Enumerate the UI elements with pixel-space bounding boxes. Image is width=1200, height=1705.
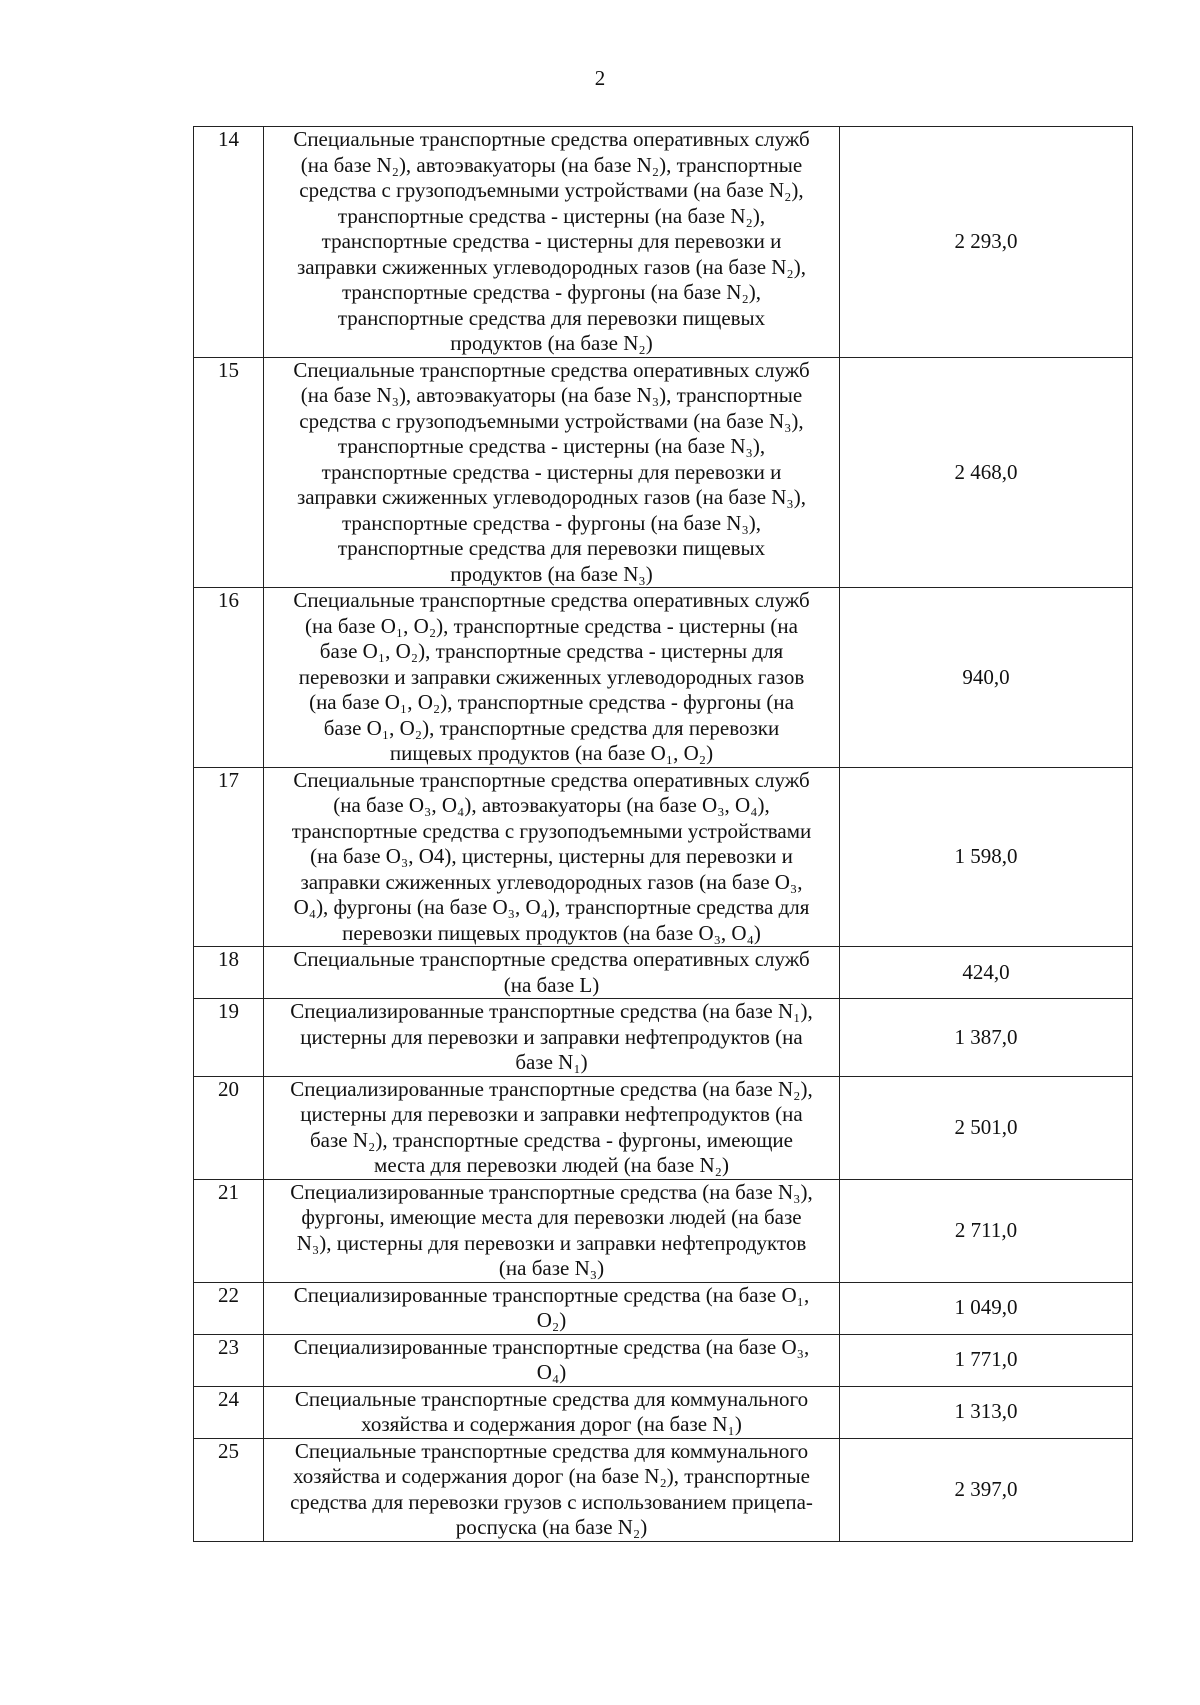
description-line: цистерны для перевозки и заправки нефтепродуктов (на [300,1024,803,1049]
rate-value: 1 387,0 [840,999,1133,1077]
page-number: 2 [594,66,606,90]
row-number: 25 [194,1438,264,1541]
description-line: заправки сжиженных углеводородных газов (на базе N₃), [296,485,806,509]
vehicle-description [264,1334,840,1386]
description-line: Специализированные транспортные средства (на базе N₃), [290,1179,813,1204]
row-number: 17 [194,767,264,947]
vehicle-description [264,1076,840,1179]
description-line: Специализированные транспортные средства (на базе O₁, [293,1282,810,1307]
description-line: продуктов (на базе N₃) [450,561,653,586]
description-line: продуктов (на базе N₂) [450,331,653,355]
description-line: транспортные средства с грузоподъемными устройствами [291,818,812,843]
table-row [194,1334,1133,1386]
description-line: Специализированные транспортные средства (на базе N₂), [290,1076,813,1101]
description-line: транспортные средства - фургоны (на базе N₃), [341,510,762,535]
row-number: 16 [194,588,264,768]
description-line: (на базе O₃, O₄), автоэвакуаторы (на базе O₃, O₄), [333,793,770,817]
row-number: 15 [194,357,264,588]
row-number: 21 [194,1179,264,1282]
vehicle-description [264,1179,840,1282]
vehicle-description [264,588,840,768]
table-body [194,127,1133,1542]
description-line: O₄) [536,1360,567,1384]
description-line: O₂) [536,1308,567,1332]
row-number: 19 [194,999,264,1077]
description-line: Специальные транспортные средства оперативных служб [293,947,810,971]
description-line: N₃), цистерны для перевозки и заправки нефтепродуктов [296,1230,807,1255]
description-line: транспортные средства для перевозки пищевых [337,305,766,330]
description-line: Специализированные транспортные средства (на базе N₁), [290,999,813,1023]
description-line: транспортные средства для перевозки пищевых [337,536,766,560]
description-line: заправки сжиженных углеводородных газов (на базе N₂), [296,254,806,279]
vehicle-description [264,357,840,588]
description-line: средства для перевозки грузов с использованием прицепа- [290,1489,813,1514]
description-line: базе O₁, O₂), транспортные средства для перевозки [323,715,780,740]
description-line: средства с грузоподъемными устройствами (на базе N₂), [299,178,804,202]
description-line: Специализированные транспортные средства (на базе O₃, [293,1334,810,1359]
rate-value: 2 397,0 [840,1438,1133,1541]
rate-value: 1 313,0 [840,1386,1133,1438]
description-line: транспортные средства - цистерны для перевозки и [321,459,782,484]
description-line: цистерны для перевозки и заправки нефтепродуктов (на [300,1102,803,1126]
table-row [194,1438,1133,1541]
description-line: (на базе N₃), автоэвакуаторы (на базе N₃), транспортные [300,383,803,407]
row-number: 24 [194,1386,264,1438]
table-row [194,999,1133,1077]
description-line: роспуска (на базе N₂) [455,1515,648,1539]
description-line: транспортные средства - цистерны (на базе N₂), [337,203,766,228]
description-line: хозяйства и содержания дорог (на базе N₂), транспортные [293,1464,810,1488]
description-line: Специальные транспортные средства оперативных служб [293,767,810,792]
description-line: хозяйства и содержания дорог (на базе N₁) [361,1412,742,1436]
table-row [194,127,1133,358]
description-line: Специальные транспортные средства оперативных служб [293,588,810,612]
table-row [194,1076,1133,1179]
table-row [194,947,1133,999]
vehicle-description [264,1438,840,1541]
description-line: (на базе O₃, O4), цистерны, цистерны для перевозки и [310,844,793,868]
description-line: (на базе N₂), автоэвакуаторы (на базе N₂), транспортные [300,152,803,177]
description-line: перевозки и заправки сжиженных углеводородных газов [298,664,805,689]
rate-value: 2 293,0 [840,127,1133,358]
description-line: (на базе O₁, O₂), транспортные средства - фургоны (на [309,690,794,714]
rate-value: 2 468,0 [840,357,1133,588]
table-row [194,1282,1133,1334]
rate-value: 1 771,0 [840,1334,1133,1386]
description-line: пищевых продуктов (на базе O₁, O₂) [389,741,714,765]
description-line: Специальные транспортные средства оперативных служб [293,357,810,382]
rate-value: 2 711,0 [840,1179,1133,1282]
description-line: (на базе N₃) [498,1256,605,1280]
rate-value: 1 598,0 [840,767,1133,947]
row-number: 22 [194,1282,264,1334]
description-line: базе N₂), транспортные средства - фургоны, имеющие [309,1127,793,1152]
description-line: Специальные транспортные средства для коммунального [294,1438,809,1463]
description-line: (на базе L) [503,972,600,997]
rate-value: 2 501,0 [840,1076,1133,1179]
table-row [194,588,1133,768]
vehicle-description [264,767,840,947]
description-line: места для перевозки людей (на базе N₂) [374,1153,729,1177]
vehicle-category-table [193,126,1133,1542]
vehicle-description [264,1282,840,1334]
description-line: Специальные транспортные средства для коммунального [294,1386,809,1411]
description-line: средства с грузоподъемными устройствами (на базе N₃), [299,408,804,433]
description-line: транспортные средства - цистерны (на базе N₃), [337,434,766,458]
row-number: 20 [194,1076,264,1179]
table-row [194,767,1133,947]
vehicle-description [264,127,840,358]
rate-value: 1 049,0 [840,1282,1133,1334]
vehicle-description [264,947,840,999]
table-row [194,1179,1133,1282]
row-number: 18 [194,947,264,999]
vehicle-description [264,999,840,1077]
rate-value: 424,0 [840,947,1133,999]
rate-value: 940,0 [840,588,1133,768]
description-line: Специальные транспортные средства оперативных служб [293,127,810,151]
description-line: заправки сжиженных углеводородных газов (на базе O₃, [300,869,803,894]
description-line: (на базе O₁, O₂), транспортные средства - цистерны (на [305,613,798,638]
description-line: базе N₁) [515,1050,588,1074]
table-row [194,1386,1133,1438]
table-row [194,357,1133,588]
description-line: транспортные средства - фургоны (на базе N₂), [341,280,762,304]
row-number: 14 [194,127,264,358]
description-line: базе O₁, O₂), транспортные средства - цистерны для [319,639,784,663]
vehicle-description [264,1386,840,1438]
description-line: фургоны, имеющие места для перевозки людей (на базе [301,1205,802,1229]
description-line: перевозки пищевых продуктов (на базе O₃, O₄) [342,920,761,945]
row-number: 23 [194,1334,264,1386]
description-line: O₄), фургоны (на базе O₃, O₄), транспортные средства для [293,895,810,919]
description-line: транспортные средства - цистерны для перевозки и [321,229,782,253]
